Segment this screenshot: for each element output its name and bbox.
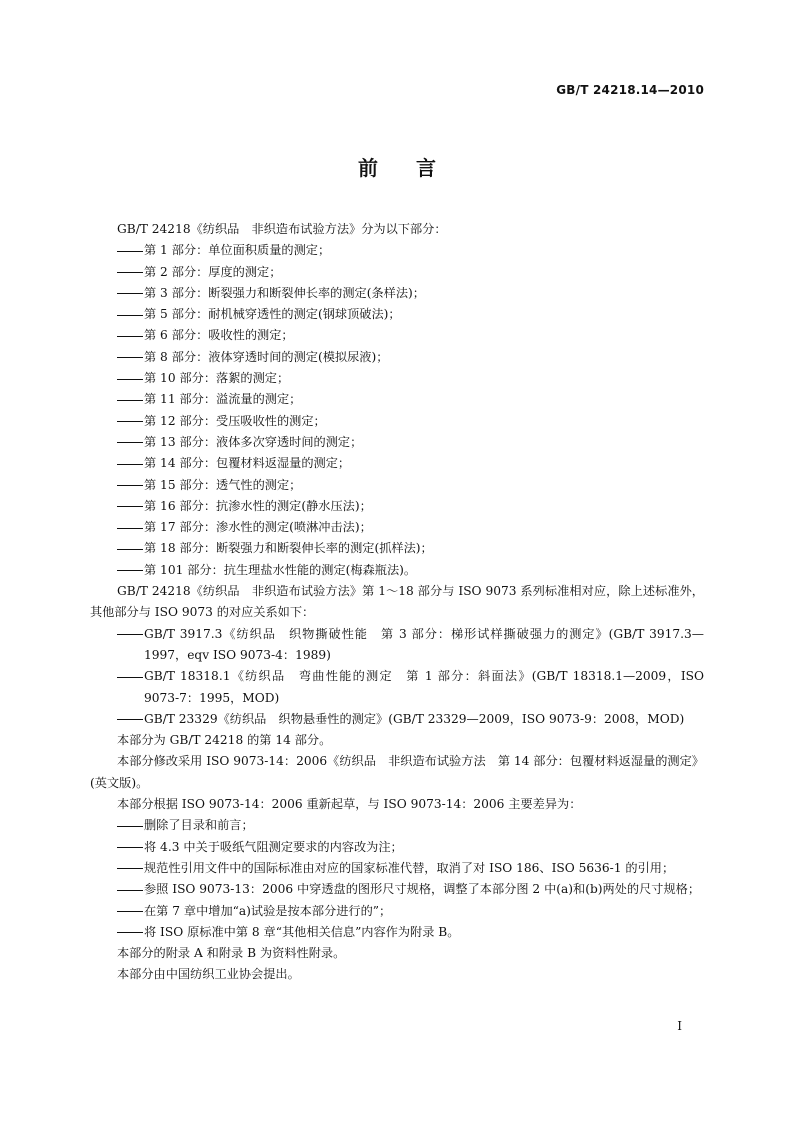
dash-mark (117, 379, 143, 380)
differences-intro: 本部分根据 ISO 9073-14：2006 重新起草，与 ISO 9073-14：2006 主要差异为： (117, 797, 582, 812)
dash-mark (117, 251, 143, 252)
list-item-text: 第 2 部分：厚度的测定； (144, 264, 282, 279)
list-item (90, 624, 704, 667)
dash-mark (117, 890, 143, 891)
list-item-text: 将 4.3 中关于吸纸气阻测定要求的内容改为注； (144, 839, 403, 854)
list-item (90, 517, 704, 538)
list-item (90, 262, 704, 283)
list-item-text: 第 16 部分：抗渗水性的测定(静水压法)； (144, 498, 372, 513)
intro-paragraph: GB/T 24218《纺织品 非织造布试验方法》分为以下部分： (117, 222, 447, 236)
dash-mark (117, 634, 143, 635)
dash-mark (117, 442, 143, 443)
list-item-text: 第 18 部分：断裂强力和断裂伸长率的测定(抓样法)； (144, 541, 433, 556)
dash-mark (117, 911, 143, 912)
list-item-text: 第 8 部分：液体穿透时间的测定(模拟尿液)； (144, 349, 389, 364)
dash-mark (117, 336, 143, 337)
list-item (90, 858, 704, 879)
list-item-text: GB/T 23329《纺织品 织物悬垂性的测定》(GB/T 23329—2009，ISO 9073-9：2008，MOD) (144, 711, 685, 726)
list-item-text: 第 15 部分：透气性的测定； (144, 477, 302, 492)
dash-mark (117, 677, 143, 678)
dash-mark (117, 932, 143, 933)
list-item-text: 第 14 部分：包覆材料返湿量的测定； (144, 456, 351, 471)
dash-mark (117, 421, 143, 422)
list-item-text: 第 17 部分：渗水性的测定(喷淋冲击法)； (144, 520, 372, 535)
dash-mark (117, 464, 143, 465)
dash-mark (117, 315, 143, 316)
list-item-text: GB/T 18318.1《纺织品 弯曲性能的测定 第 1 部分：斜面法》(GB/T 18318.1—2009，ISO 9073-7：1995，MOD) (144, 669, 704, 705)
adoption-paragraph: 本部分修改采用 ISO 9073-14：2006《纺织品 非织造布试验方法 第 14 部分：包覆材料返湿量的测定》(英文版)。 (90, 754, 704, 790)
correspondence-paragraph: GB/T 24218《纺织品 非织造布试验方法》第 1～18 部分与 ISO 9073 系列标准相对应，除上述标准外，其他部分与 ISO 9073 的对应关系如下： (90, 584, 704, 620)
list-item (90, 453, 704, 474)
list-item-text: 第 13 部分：液体多次穿透时间的测定； (144, 434, 363, 449)
annex-note: 本部分的附录 A 和附录 B 为资料性附录。 (117, 946, 346, 961)
dash-mark (117, 719, 143, 720)
list-item (90, 560, 704, 581)
dash-mark (117, 400, 143, 401)
dash-mark (117, 549, 143, 550)
list-item-text: 第 3 部分：断裂强力和断裂伸长率的测定(条样法)； (144, 285, 425, 300)
dash-mark (117, 506, 143, 507)
standard-number: GB/T 24218.14—2010 (556, 83, 704, 97)
list-item (90, 283, 704, 304)
list-item (90, 879, 704, 900)
list-item (90, 538, 704, 559)
dash-mark (117, 826, 143, 827)
page-number: I (677, 1019, 682, 1033)
list-item (90, 815, 704, 836)
list-item (90, 922, 704, 943)
list-item (90, 837, 704, 858)
list-item (90, 901, 704, 922)
correspondence-list (90, 624, 704, 730)
list-item-text: 第 12 部分：受压吸收性的测定； (144, 413, 326, 428)
list-item (90, 325, 704, 346)
list-item (90, 709, 704, 730)
dash-mark (117, 357, 143, 358)
list-item-text: 第 11 部分：溢流量的测定； (144, 392, 302, 407)
differences-list (90, 815, 704, 943)
list-item (90, 432, 704, 453)
list-item (90, 240, 704, 261)
list-item-text: 第 6 部分：吸收性的测定； (144, 328, 294, 343)
list-item-text: 将 ISO 原标准中第 8 章“其他相关信息”内容作为附录 B。 (144, 924, 460, 939)
dash-mark (117, 293, 143, 294)
document-body (90, 219, 704, 986)
list-item (90, 666, 704, 709)
list-item (90, 496, 704, 517)
list-item (90, 475, 704, 496)
list-item-text: 第 5 部分：耐机械穿透性的测定(钢球顶破法)； (144, 307, 401, 322)
dash-mark (117, 847, 143, 848)
list-item-text: GB/T 3917.3《纺织品 织物撕破性能 第 3 部分：梯形试样撕破强力的测定》(GB/T 3917.3—1997，eqv ISO 9073-4：1989) (144, 626, 704, 662)
list-item (90, 304, 704, 325)
page-title: 前言 (358, 156, 474, 180)
list-item (90, 411, 704, 432)
list-item-text: 在第 7 章中增加“a)试验是按本部分进行的”； (144, 903, 392, 918)
list-item (90, 347, 704, 368)
dash-mark (117, 868, 143, 869)
parts-list (90, 240, 704, 581)
list-item-text: 第 101 部分：抗生理盐水性能的测定(梅森瓶法)。 (144, 562, 417, 577)
list-item-text: 第 1 部分：单位面积质量的测定； (144, 243, 331, 258)
list-item-text: 删除了目录和前言； (144, 818, 254, 833)
part-statement: 本部分为 GB/T 24218 的第 14 部分。 (117, 733, 332, 748)
list-item-text: 参照 ISO 9073-13：2006 中穿透盘的图形尺寸规格，调整了本部分图 2 中(a)和(b)两处的尺寸规格； (144, 882, 701, 897)
dash-mark (117, 528, 143, 529)
list-item-text: 规范性引用文件中的国际标准由对应的国家标准代替，取消了对 ISO 186、ISO 5636-1 的引用； (144, 860, 675, 875)
dash-mark (117, 485, 143, 486)
list-item (90, 389, 704, 410)
list-item (90, 368, 704, 389)
dash-mark (117, 272, 143, 273)
list-item-text: 第 10 部分：落絮的测定； (144, 371, 290, 386)
proposer-statement: 本部分由中国纺织工业协会提出。 (117, 967, 300, 982)
dash-mark (117, 570, 143, 571)
